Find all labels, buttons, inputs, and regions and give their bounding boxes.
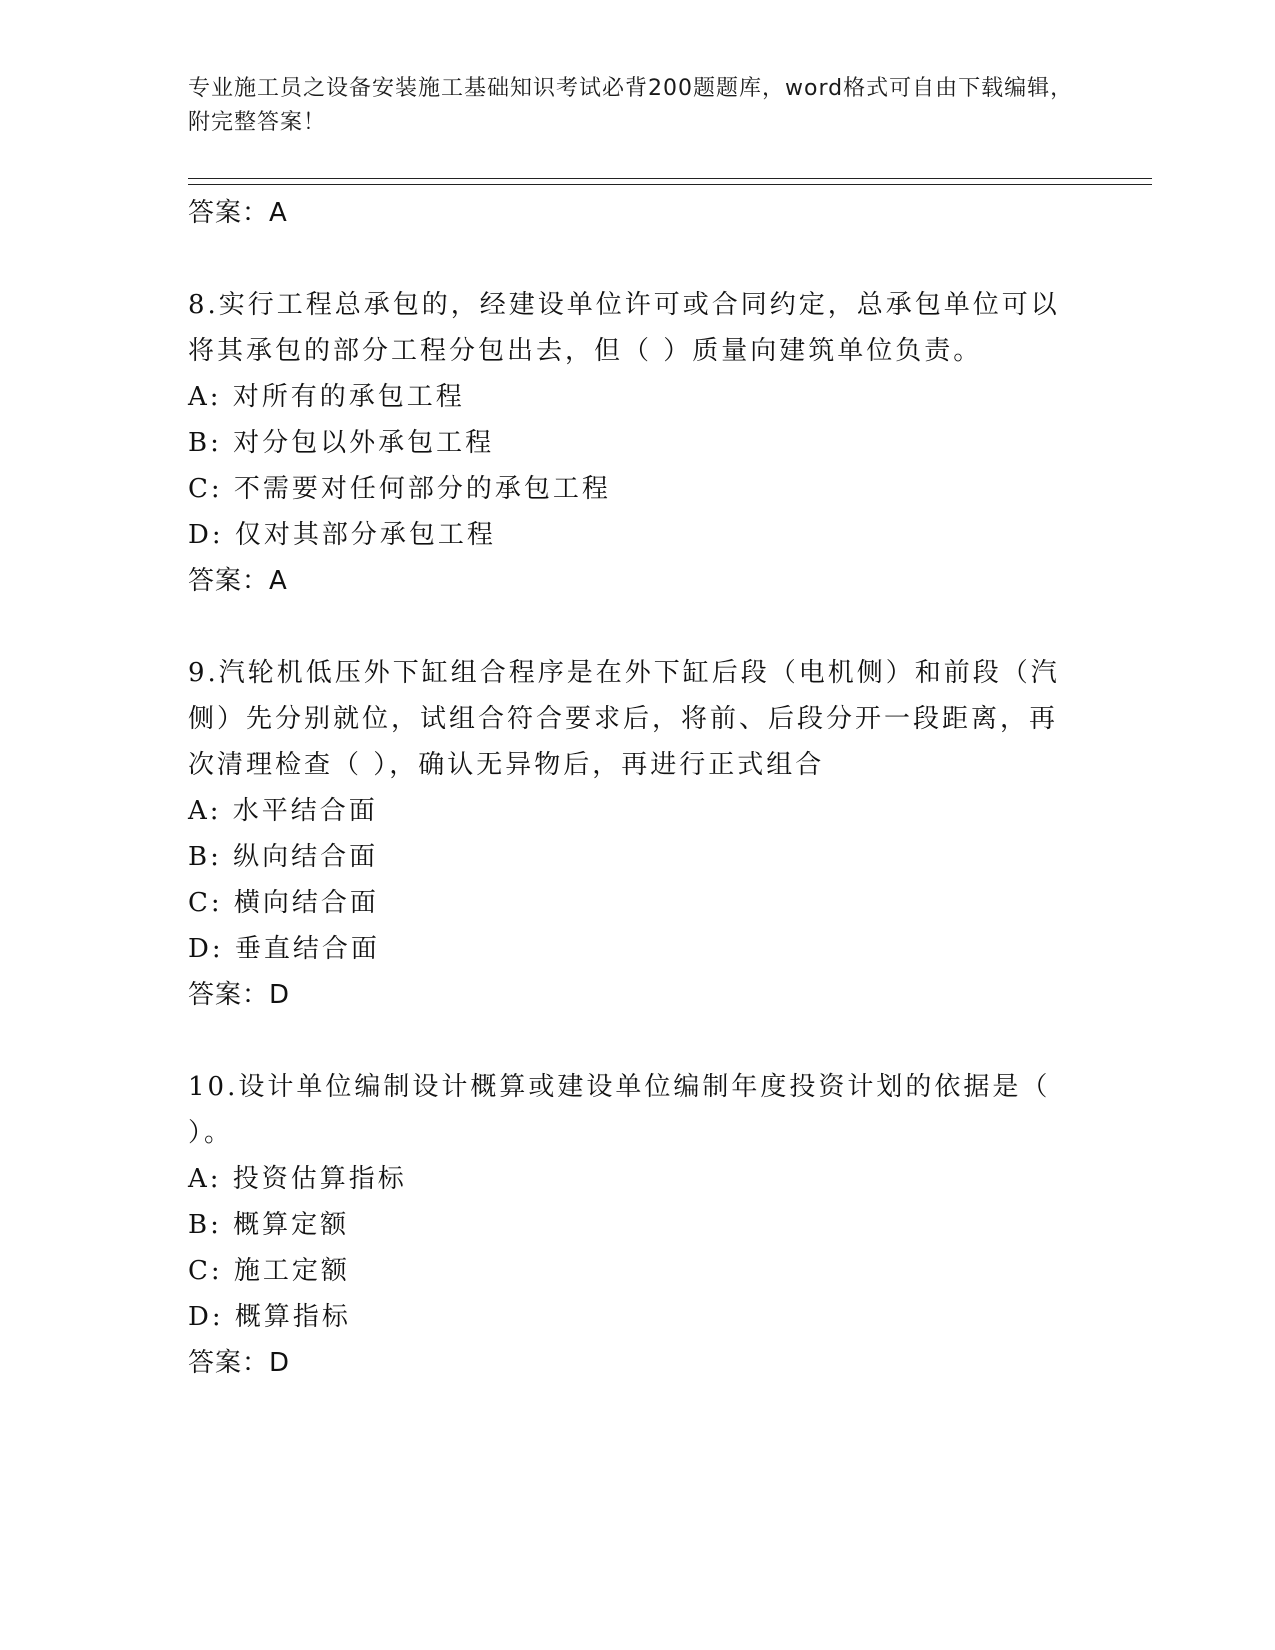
answer-line: 答案：A — [188, 198, 288, 228]
option-b: B: 纵向结合面 — [188, 842, 379, 872]
option-c: C: 不需要对任何部分的承包工程 — [188, 474, 611, 504]
option-d: D: 仅对其部分承包工程 — [188, 520, 496, 550]
option-c: C: 施工定额 — [188, 1256, 350, 1286]
option-d: D: 概算指标 — [188, 1302, 351, 1332]
header-divider — [188, 178, 1152, 185]
answer-line: 答案：D — [188, 980, 291, 1010]
option-b: B: 概算定额 — [188, 1210, 350, 1240]
question-block — [188, 1064, 1068, 1386]
question-block — [188, 282, 1068, 604]
option-d: D: 垂直结合面 — [188, 934, 380, 964]
option-a: A: 对所有的承包工程 — [188, 382, 465, 412]
question-block — [188, 650, 1068, 1018]
option-a: A: 投资估算指标 — [188, 1164, 407, 1194]
answer-line: 答案：D — [188, 1348, 291, 1378]
question-stem: 8.实行工程总承包的，经建设单位许可或合同约定，总承包单位可以将其承包的部分工程分包出去，但（ ）质量向建筑单位负责。 — [188, 290, 1060, 366]
answer-line: 答案：A — [188, 566, 288, 596]
question-stem: 10.设计单位编制设计概算或建设单位编制年度投资计划的依据是（ ）。 — [188, 1072, 1051, 1148]
option-a: A: 水平结合面 — [188, 796, 378, 826]
page-header: 专业施工员之设备安装施工基础知识考试必背200题题库，word格式可自由下载编辑，附完整答案！ — [188, 76, 1074, 135]
question-stem: 9.汽轮机低压外下缸组合程序是在外下缸后段（电机侧）和前段（汽侧）先分别就位，试组合符合要求后，将前、后段分开一段距离，再次清理检查（ ），确认无异物后，再进行正式组合 — [188, 658, 1060, 780]
option-b: B: 对分包以外承包工程 — [188, 428, 495, 458]
document-body — [188, 190, 1068, 1386]
option-c: C: 横向结合面 — [188, 888, 379, 918]
